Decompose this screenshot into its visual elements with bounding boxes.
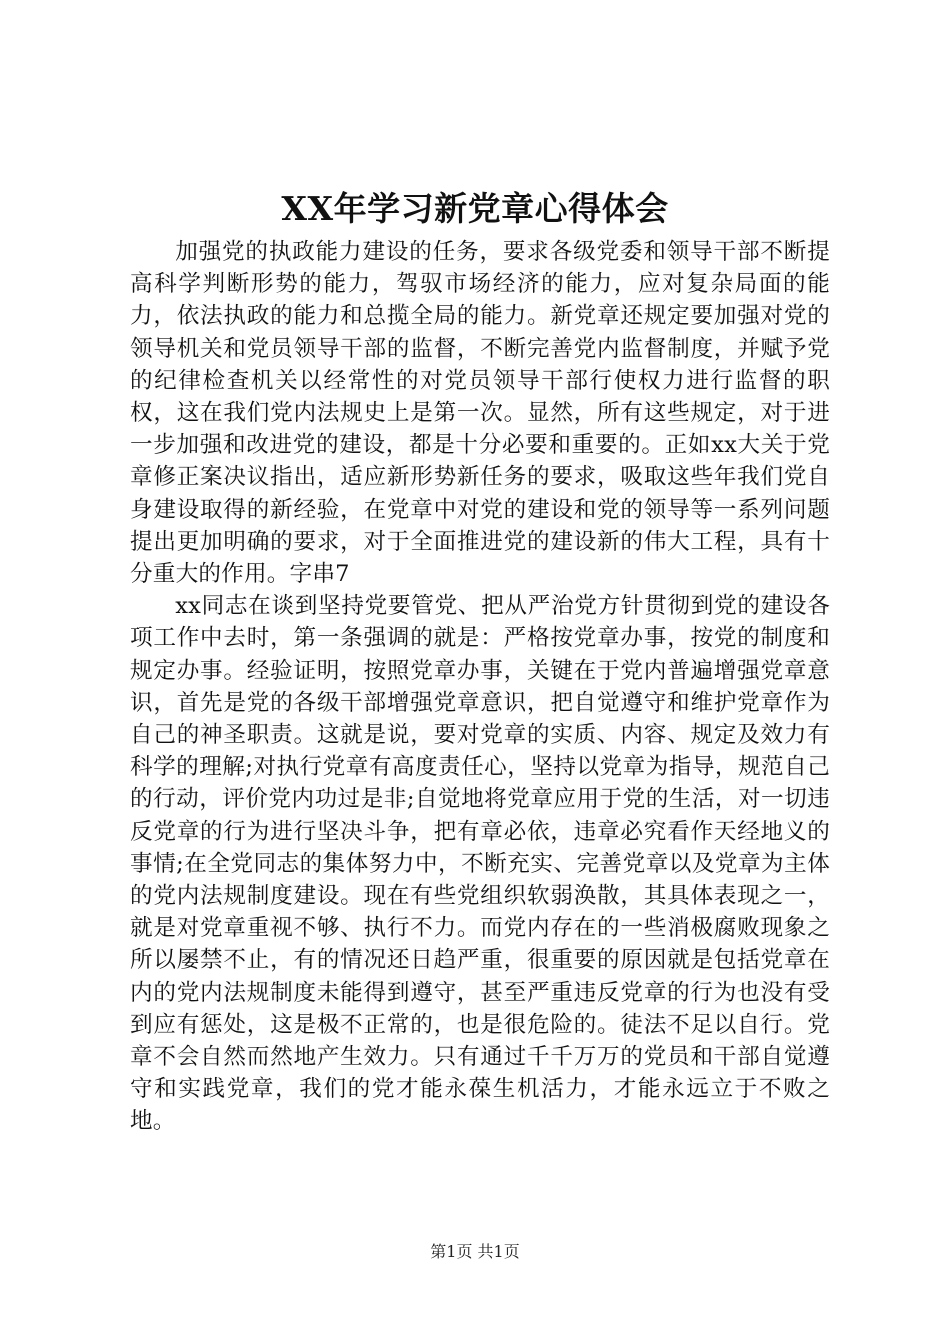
paragraph-2: xx同志在谈到坚持党要管党、把从严治党方针贯彻到党的建设各项工作中去时，第一条强调的就是：严格按党章办事，按党的制度和规定办事。经验证明，按照党章办事，关键在于党内普遍增强党章意识，首先是党的各级干部增强党章意识，把自觉遵守和维护党章作为自己的神圣职责。这就是说，要对党章的实质、内容、规定及效力有科学的理解;对执行党章有高度责任心，坚持以党章为指导，规范自己的行动，评价党内功过是非;自觉地将党章应用于党的生活，对一切违反党章的行为进行坚决斗争，把有章必依，违章必究看作天经地义的事情;在全党同志的集体努力中，不断充实、完善党章以及党章为主体的党内法规制度建设。现在有些党组织软弱涣散，其具体表现之一，就是对党章重视不够、执行不力。而党内存在的一些消极腐败现象之所以屡禁不止，有的情况还日趋严重，很重要的原因就是包括党章在内的党内法规制度未能得到遵守，甚至严重违反党章的行为也没有受到应有惩处，这是极不正常的，也是很危险的。徒法不足以自行。党章不会自然而然地产生效力。只有通过千千万万的党员和干部自觉遵守和实践党章，我们的党才能永葆生机活力，才能永远立于不败之地。 [130, 593, 830, 1135]
page-number-footer: 第1页 共1页 [430, 1242, 520, 1261]
document-title: XX年学习新党章心得体会 [281, 189, 669, 228]
document-body [130, 236, 830, 1138]
paragraph-1: 加强党的执政能力建设的任务，要求各级党委和领导干部不断提高科学判断形势的能力，驾驭市场经济的能力，应对复杂局面的能力，依法执政的能力和总揽全局的能力。新党章还规定要加强对党的领导机关和党员领导干部的监督，不断完善党内监督制度，并赋予党的纪律检查机关以经常性的对党员领导干部行使权力进行监督的职权，这在我们党内法规史上是第一次。显然，所有这些规定，对于进一步加强和改进党的建设，都是十分必要和重要的。正如xx大关于党章修正案决议指出，适应新形势新任务的要求，吸取这些年我们党自身建设取得的新经验，在党章中对党的建设和党的领导等一系列问题提出更加明确的要求，对于全面推进党的建设新的伟大工程，具有十分重大的作用。字串7 [130, 239, 830, 588]
